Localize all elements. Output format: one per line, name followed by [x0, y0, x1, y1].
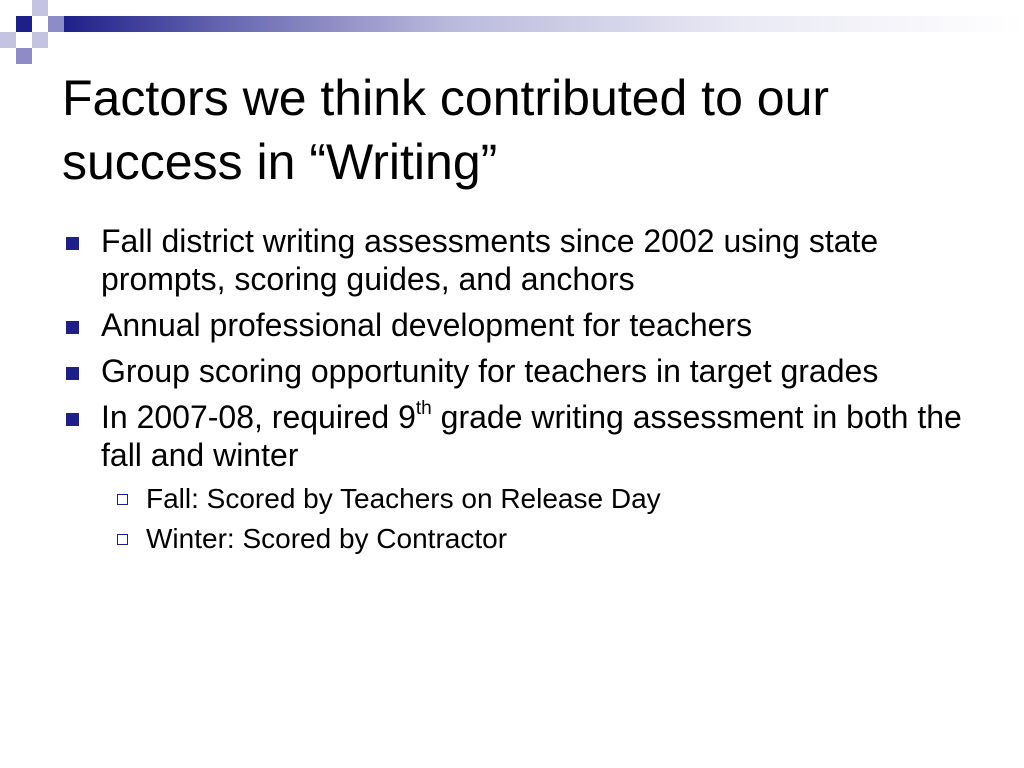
hollow-square-bullet-icon [117, 494, 128, 505]
filled-square-bullet-icon [66, 413, 79, 426]
header-square-icon [32, 32, 48, 48]
bullet-item [64, 222, 964, 298]
bullet-item [64, 306, 964, 344]
header-square-icon [16, 16, 32, 32]
bullet-text: Group scoring opportunity for teachers in target grades [101, 353, 879, 389]
bullet-item [64, 352, 964, 390]
header-square-icon [32, 0, 48, 16]
bullet-text [101, 399, 962, 473]
header-square-icon [0, 32, 16, 48]
filled-square-bullet-icon [66, 367, 79, 380]
slide-title: Factors we think contributed to our success in “Writing” [62, 70, 830, 190]
sub-bullet-item [64, 482, 964, 516]
sub-bullet-item [64, 522, 964, 556]
superscript-text: th [415, 398, 432, 419]
bullet-text-part: grade writing assessment in both the fall and winter [101, 399, 962, 473]
sub-bullet-text: Fall: Scored by Teachers on Release Day [146, 483, 661, 514]
header-square-icon [16, 48, 32, 64]
bullet-text-part: In 2007-08, required 9 [101, 399, 416, 435]
bullet-text: Fall district writing assessments since 2002 using state prompts, scoring guides, and anchors [101, 223, 879, 297]
header-gradient-bar [64, 16, 1024, 32]
filled-square-bullet-icon [66, 321, 79, 334]
slide-body [64, 222, 964, 562]
bullet-text: Annual professional development for teachers [101, 307, 753, 343]
sub-bullet-text: Winter: Scored by Contractor [146, 523, 508, 554]
filled-square-bullet-icon [66, 237, 79, 250]
header-square-icon [48, 16, 64, 32]
hollow-square-bullet-icon [117, 534, 128, 545]
bullet-item [64, 398, 964, 474]
